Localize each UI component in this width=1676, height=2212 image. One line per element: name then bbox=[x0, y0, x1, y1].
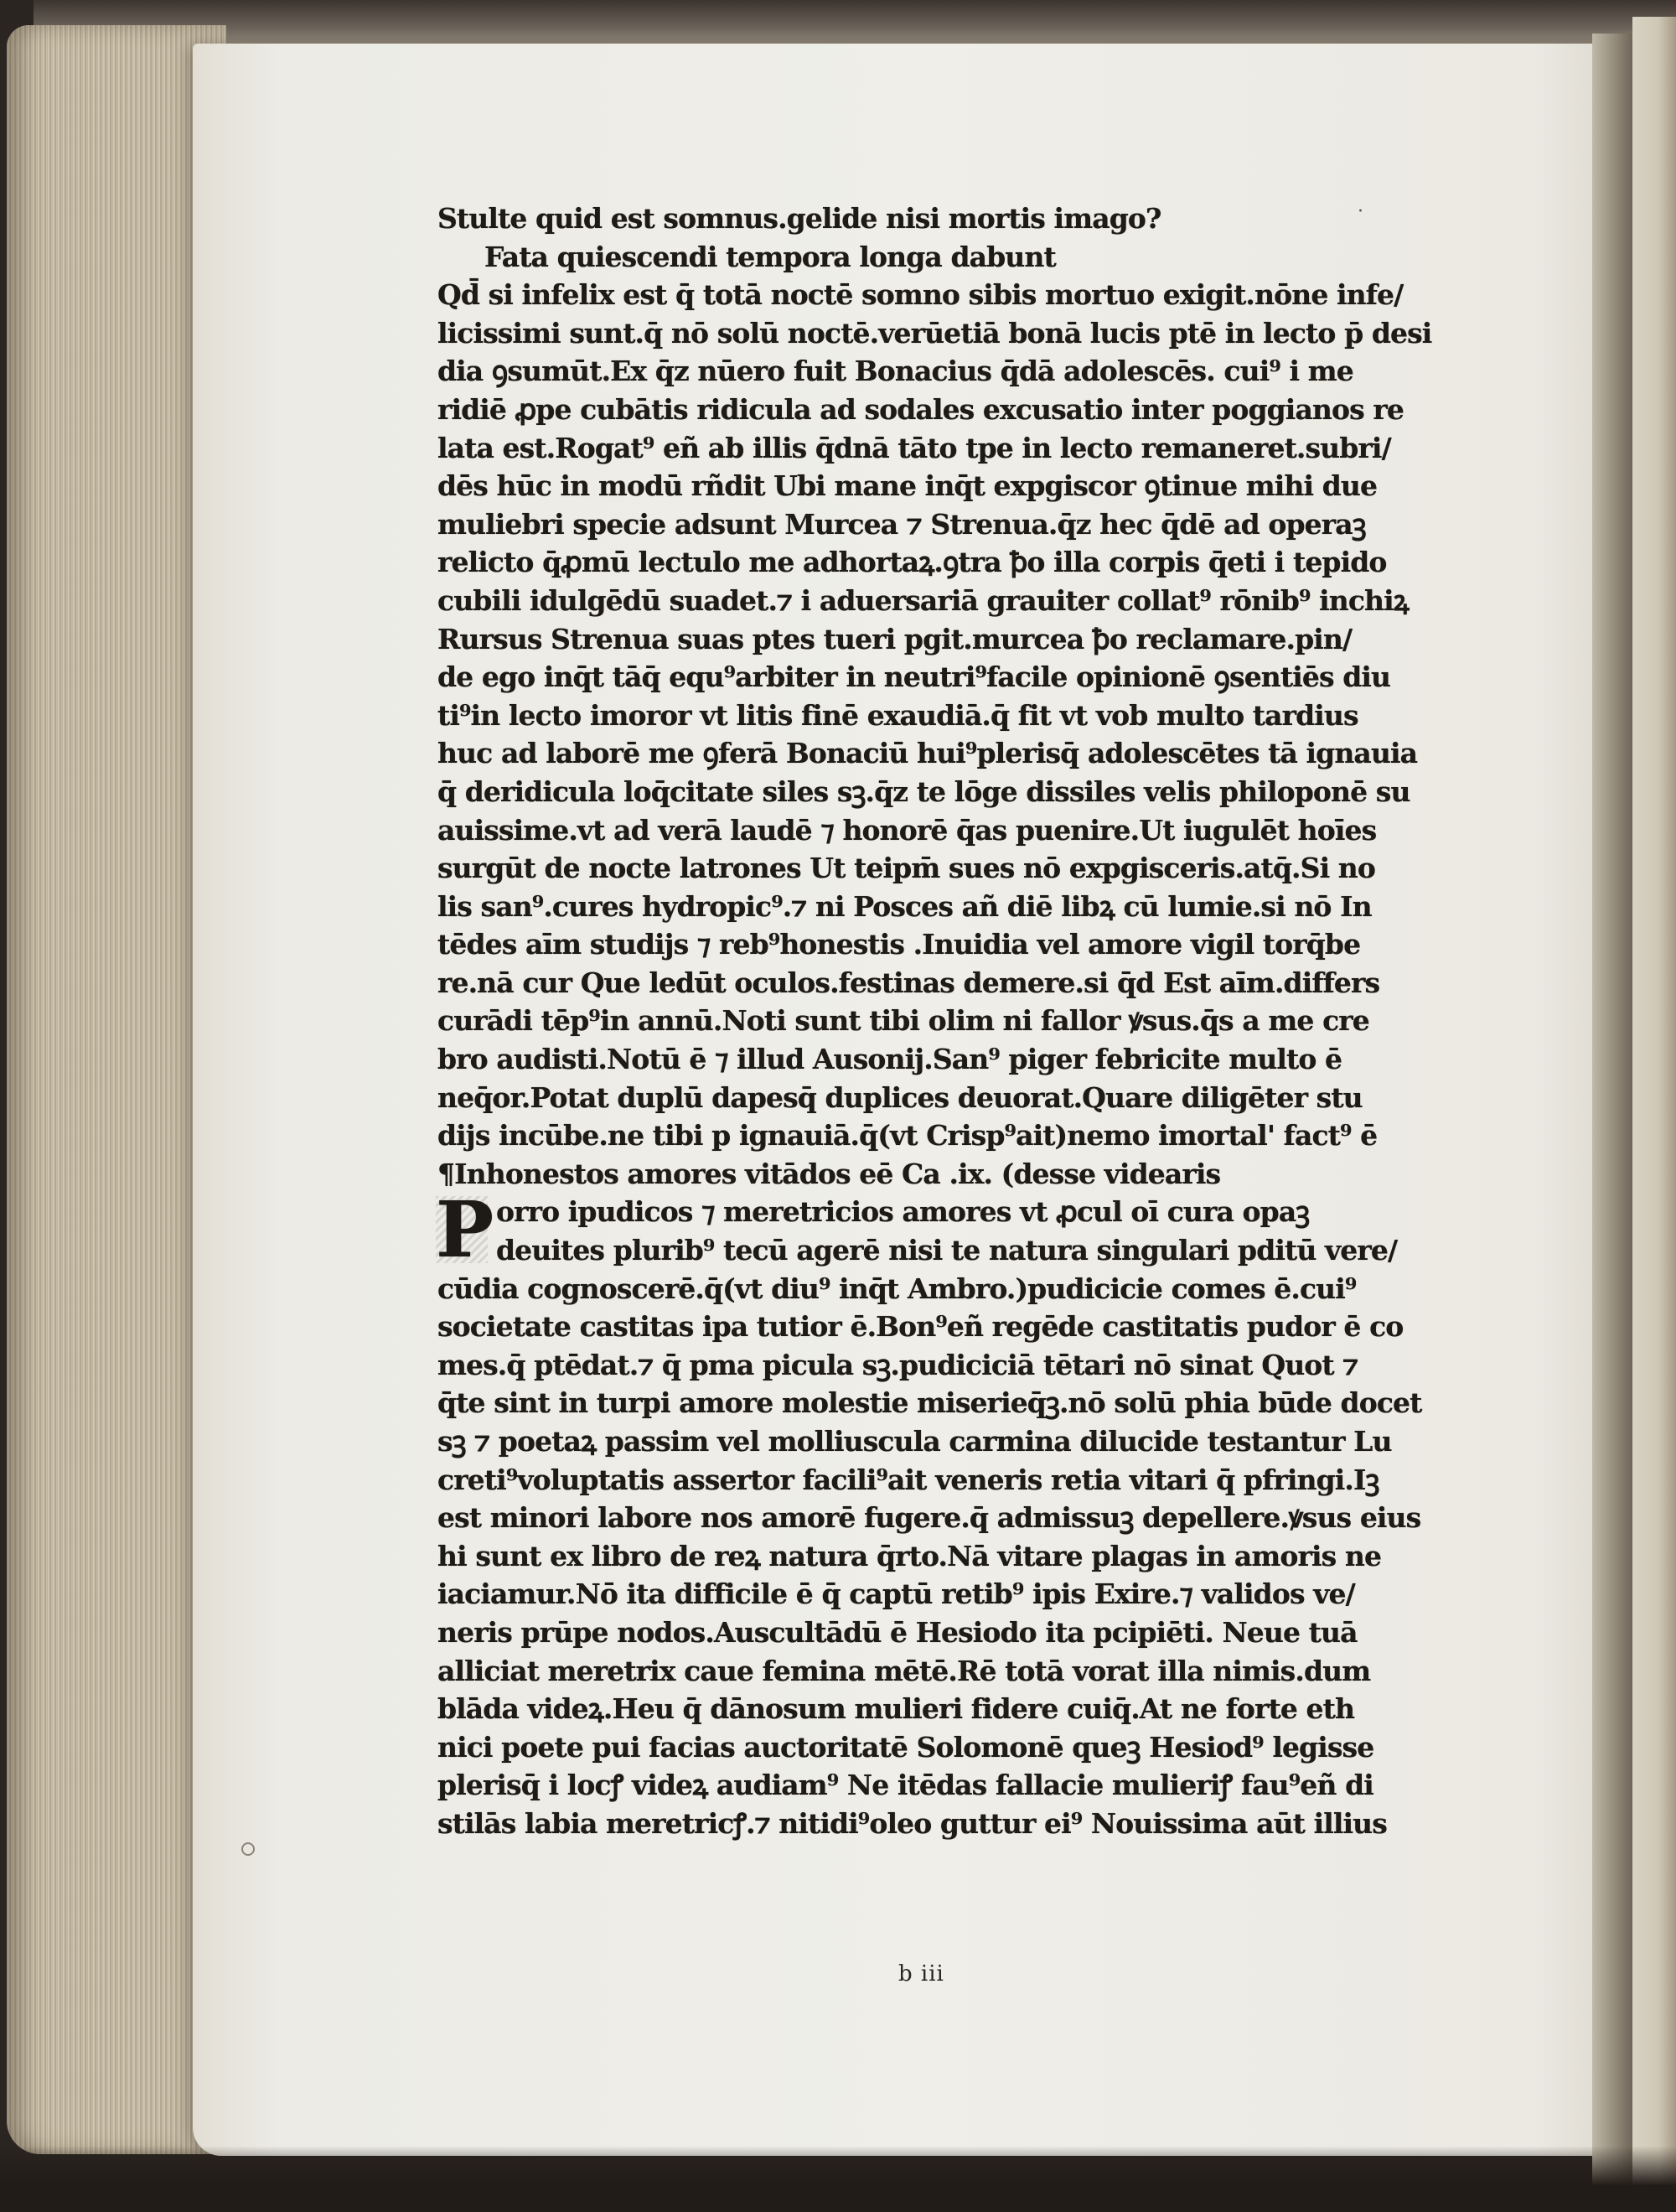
text-line: bro audisti.Notū ē ⁊ illud Ausonij.San⁹ piger febricite multo ē bbox=[437, 1043, 1342, 1076]
text-line: dijs incūbe.ne tibi p ignauiā.q̄(vt Crisp⁹ait)nemo imortal' fact⁹ ē bbox=[437, 1119, 1378, 1153]
text-line: dēs hūc in modū rñdit Ubi mane inq̄t expgiscor ꝯtinue mihi due bbox=[437, 469, 1378, 503]
text-line: q̄te sint in turpi amore molestie miserieq̄ꝫ.nō solū phia būde docet bbox=[437, 1386, 1422, 1420]
text-line: curādi tēp⁹in annū.Noti sunt tibi olim ni fallor ꝟsus.q̄s a me cre bbox=[437, 1004, 1369, 1038]
text-line: nici poete pui facias auctoritatē Solomonē queꝫ Hesiod⁹ legisse bbox=[437, 1730, 1374, 1764]
text-line: societate castitas ipa tutior ē.Bon⁹eñ regēde castitatis pudor ē co bbox=[437, 1310, 1404, 1344]
text-line: q̄ deridicula loq̄citate siles sꝫ.q̄z te lōge dissiles velis philoponē su bbox=[437, 774, 1410, 808]
chapter-opening bbox=[436, 1184, 1440, 1276]
facing-page-edge bbox=[1632, 17, 1676, 2212]
text-line: de ego inq̄t tāq̄ equ⁹arbiter in neutri⁹facile opinionē ꝯsentiēs diu bbox=[437, 660, 1391, 694]
chapter-heading: ¶Inhonestos amores vitādos eē Ca .ix. (desse videaris bbox=[437, 1157, 1221, 1190]
text-line: Fata quiescendi tempora longa dabunt bbox=[484, 240, 1056, 273]
text-line: stilās labia meretricꝭ.⁊ nitidi⁹oleo guttur ei⁹ Nouissima aūt illius bbox=[437, 1806, 1387, 1840]
text-line: neq̄or.Potat duplū dapesq̄ duplices deuorat.Quare diligēter stu bbox=[437, 1080, 1363, 1114]
text-line: tēdes aīm studijs ⁊ reb⁹honestis .Inuidia vel amore vigil torq̄be bbox=[437, 928, 1361, 961]
text-line: iaciamur.Nō ita difficile ē q̄ captū retib⁹ ipis Exire.⁊ validos ve/ bbox=[437, 1577, 1355, 1611]
bottom-shadow bbox=[0, 2146, 1676, 2212]
text-line: cūdia cognoscerē.q̄(vt diu⁹ inq̄t Ambro.)pudicicie comes ē.cui⁹ bbox=[437, 1272, 1357, 1305]
drop-cap: P bbox=[436, 1184, 494, 1276]
text-line: surgūt de nocte latrones Ut teipm̄ sues nō expgisceris.atq̄.Si no bbox=[437, 852, 1376, 885]
text-line: ridiē ꝓpe cubātis ridicula ad sodales excusatio inter poggianos re bbox=[437, 392, 1404, 426]
text-line: licissimi sunt.q̄ nō solū noctē.verūetiā bonā lucis ptē in lecto p̄ desi bbox=[437, 316, 1432, 350]
signature-mark: b iii bbox=[898, 1961, 944, 1987]
text-line: neris prūpe nodos.Auscultādū ē Hesiodo ita pcipiēti. Neue tuā bbox=[437, 1615, 1358, 1649]
running-mark: · bbox=[1358, 201, 1363, 222]
text-line: sꝫ ⁊ poetaꝝ passim vel molliuscula carmina dilucide testantur Lu bbox=[437, 1425, 1392, 1458]
text-line: lis san⁹.cures hydropic⁹.⁊ ni Posces añ diē libꝝ cū lumie.si nō In bbox=[437, 889, 1372, 923]
text-line: Qd̄ si infelix est q̄ totā noctē somno sibis mortuo exigit.nōne infe/ bbox=[437, 278, 1404, 312]
text-line: relicto q̄ꝓmū lectulo me adhortaꝝ.ꝯtra ꝥo illa corpis q̄eti i tepido bbox=[437, 546, 1387, 579]
text-line: huc ad laborē me ꝯferā Bonaciū hui⁹plerisq̄ adolescētes tā ignauia bbox=[437, 737, 1418, 770]
text-line: plerisq̄ i locꝭ videꝝ audiam⁹ Ne itēdas fallacie mulieriꝭ fau⁹eñ di bbox=[437, 1769, 1373, 1802]
text-line: cubili idulgēdū suadet.⁊ i aduersariā grauiter collat⁹ rōnib⁹ inchiꝝ bbox=[437, 583, 1409, 617]
text-line: ti⁹in lecto imoror vt litis finē exaudiā.q̄ fit vt vob multo tardius bbox=[437, 698, 1358, 732]
text-line: alliciat meretrix caue femina mētē.Rē totā vorat illa nimis.dum bbox=[437, 1654, 1371, 1687]
text-line: deuites plurib⁹ tecū agerē nisi te natura singulari pditū vere/ bbox=[496, 1234, 1398, 1267]
text-line: re.nā cur Que ledūt oculos.festinas demere.si q̄d Est aīm.differs bbox=[437, 966, 1380, 999]
book-binding-top bbox=[34, 0, 1676, 50]
text-line: est minori labore nos amorē fugere.q̄ admissuꝫ depellere.ꝟsus eius bbox=[437, 1501, 1421, 1535]
main-text-block bbox=[437, 199, 1440, 1843]
text-line: orro ipudicos ⁊ meretricios amores vt ꝓcul oī cura opaꝫ bbox=[496, 1195, 1310, 1229]
text-line: Stulte quid est somnus.gelide nisi mortis imago? bbox=[437, 202, 1161, 235]
text-line: dia ꝯsumūt.Ex q̄z nūero fuit Bonacius q̄dā adolescēs. cui⁹ i me bbox=[437, 355, 1353, 388]
text-line: mes.q̄ ptēdat.⁊ q̄ pma picula sꝫ.pudiciciā tētari nō sinat Quot ⁊ bbox=[437, 1348, 1358, 1381]
text-line: auissime.vt ad verā laudē ⁊ honorē q̄as puenire.Ut iugulēt hoīes bbox=[437, 813, 1377, 847]
text-line: lata est.Rogat⁹ eñ ab illis q̄dnā tāto tpe in lecto remaneret.subri/ bbox=[437, 431, 1391, 464]
text-line: hi sunt ex libro de reꝝ natura q̄rto.Nā vitare plagas in amoris ne bbox=[437, 1539, 1382, 1572]
text-line: blāda videꝝ.Heu q̄ dānosum mulieri fidere cuiq̄.At ne forte eth bbox=[437, 1692, 1355, 1726]
text-line: muliebri specie adsunt Murcea ⁊ Strenua.q̄z hec q̄dē ad operaꝫ bbox=[437, 507, 1366, 541]
margin-hole-mark bbox=[241, 1842, 255, 1856]
text-line: Rursus Strenua suas ptes tueri pgit.murcea ꝥo reclamare.pin/ bbox=[437, 622, 1353, 655]
text-line: creti⁹voluptatis assertor facili⁹ait veneris retia vitari q̄ pfringi.Iꝫ bbox=[437, 1463, 1379, 1496]
